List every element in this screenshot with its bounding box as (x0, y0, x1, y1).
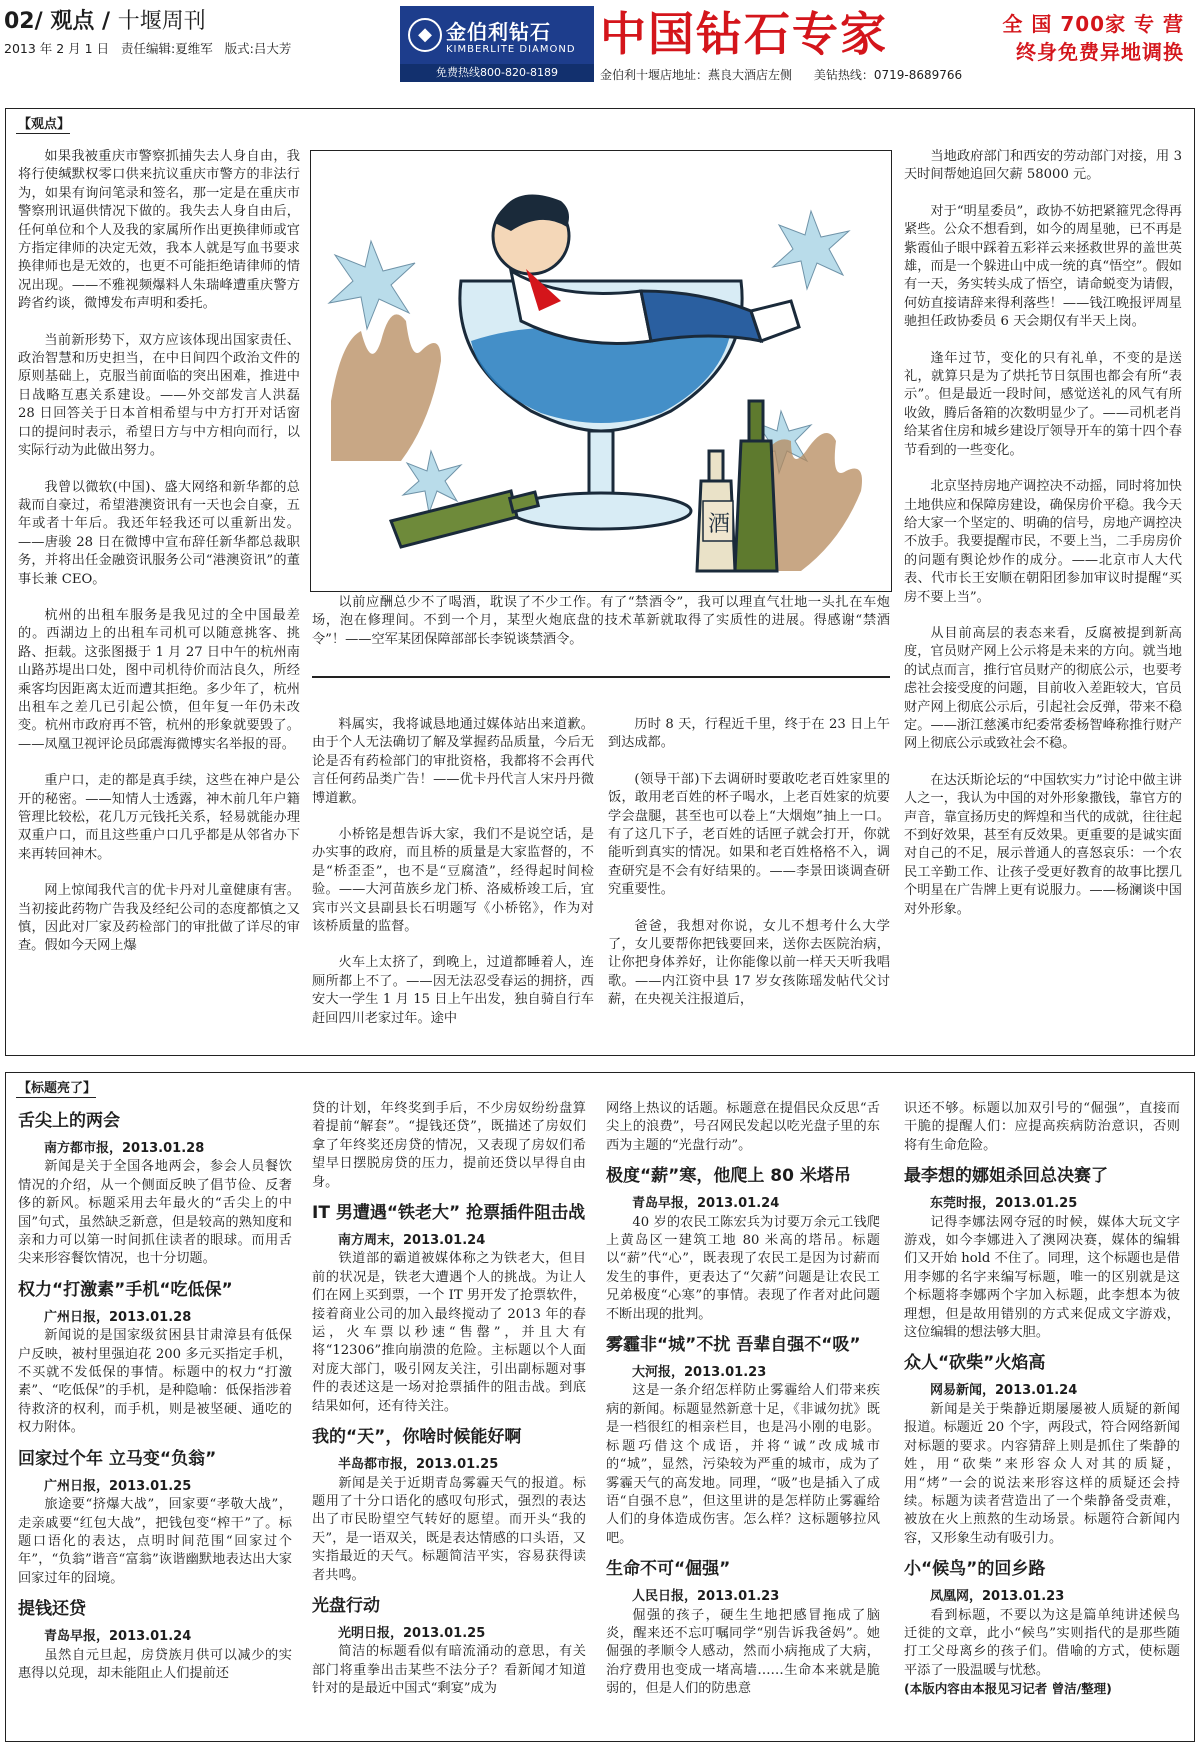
headlines-column-3 (606, 1100, 880, 1699)
quote-paragraph: 料属实，我将诚恳地通过媒体站出来道歉。由于个人无法确切了解及掌握药品质量，今后无论是否有药检部门的审批资格，我都将不会再代言任何药品类广告！——优卡丹代言人宋丹丹微博道歉。 (312, 717, 594, 806)
article-source: 南方周末，2013.01.24 (338, 1233, 486, 1249)
article-source: 半岛都市报，2013.01.25 (338, 1457, 499, 1473)
ad-address-line (600, 66, 1192, 83)
article-body: 铁道部的霸道被媒体称之为铁老大，但目前的状况是，铁老大遭遇个人的挑战。为让人们在网上买到票，一个 IT 男开发了抢票软件，接着商业公司的加入最终搅动了 2013 年的春运，火车票以秒速“售罄”，并且大有将“12306”推向崩溃的危险。主标题以个人面对庞大部门，吸引网友关注，引出副标题对事件的表述这是一场对抢票插件的阻击战。到底结果如何，还有待关注。 (312, 1251, 586, 1414)
quote-paragraph: 杭州的出租车服务是我见过的全中国最差的。西湖边上的出租车司机可以随意挑客、挑路、拒载。这张图摄于 1 月 27 日中午的杭州南山路苏堤出口处，图中司机待价而沽良久，所经乘客均因距离太近而遭其拒绝。多少年了，杭州出租车之差几已引起公愤，但年复一年仍未改变。杭州市政府再不管，杭州的形象就要毁了。——凤凰卫视评论员邱震海微博实名举报的哥。 (18, 607, 300, 752)
section-name: 观点 (50, 9, 95, 34)
article-source: 广州日报，2013.01.25 (44, 1478, 192, 1494)
article-title: IT 男遭遇“铁老大” 抢票插件阻击战 (312, 1203, 586, 1224)
quote-paragraph: 北京坚持房地产调控决不动摇，同时将加快土地供应和保障房建设，确保房价平稳。我今天给大家一个坚定的、明确的信号，房地产调控决不放手。我要提醒市民，不要上当，二手房房价的问题有舆论炒作的成分。——北京市人大代表、代市长王安顺在朝阳团参加审议时提醒“买房不要上当”。 (904, 479, 1182, 605)
ad-title: 中国钻石专家 (600, 7, 888, 61)
ad-logo-zh: 金伯利钻石 (446, 20, 551, 44)
article-title: 众人“砍柴”火焰高 (904, 1353, 1046, 1374)
ad-phone: 美钻热线：0719-8689766 (813, 68, 963, 82)
quote-paragraph: 爸爸，我想对你说，女儿不想考什么大学了，女儿要帮你把钱要回来，送你去医院治病，让你把身体养好，让你能像以前一样天天听我唱歌。——内江资中县 17 岁女孩陈瑶发帖代父讨薪，在央视关注报道后， (608, 918, 890, 1008)
article-body: 新闻是关于柴静近期屡屡被人质疑的新闻报道。标题近 20 个字，两段式，符合网络新闻对标题的要求。内容猜辞上则是抓住了柴静的姓，用“砍柴”来形容众人对其的质疑，用“烤”一会的说法来形容这样的质疑还会持续。标题为读者营造出了一个柴静备受责难，被放在火上煎熬的生动场景。标题符合新闻内容，又形象生动有吸引力。 (904, 1401, 1180, 1546)
opinion-section-tag: 【观点】 (16, 113, 70, 134)
quote-paragraph: 火车上太挤了，到晚上，过道都睡着人，连厕所都上不了。——因无法忍受春运的拥挤，西安大一学生 1 月 15 日上午出发，独自骑自行车赶回四川老家过年。途中 (312, 955, 594, 1026)
quote-paragraph: 对于“明星委员”，政协不妨把紧箍咒念得再紧些。公众不想看到，如今的周星驰，已不再是紫霞仙子眼中踩着五彩祥云来拯救世界的盖世英雄，而是一个躲进山中成一统的真“悟空”。假如有一天，务实转头成了悟空，请命蜕变为请假，何妨直接请辞来得利落些！——钱江晚报评周星驰担任政协委员 6 天会期仅有半天上岗。 (904, 203, 1182, 330)
ad-address: 金伯利十堰店地址：燕良大酒店左侧 (600, 68, 793, 82)
cartoon-illustration (310, 150, 892, 592)
diamond-icon: ◆ (408, 18, 442, 52)
article-title: 提钱还贷 (18, 1599, 86, 1620)
article-title: 舌尖上的两会 (18, 1111, 120, 1131)
article-title: 最李想的娜姐杀回总决赛了 (904, 1166, 1108, 1187)
quote-paragraph: 当地政府部门和西安的劳动部门对接，用 3 天时间帮她追回欠薪 58000 元。 (904, 149, 1182, 183)
headlines-column-2 (312, 1100, 586, 1699)
advertisement[interactable] (400, 6, 1192, 82)
article-body-continued: 识还不够。标题以加双引号的“倔强”，直接而干脆的提醒人们：应提高疾病防治意识，否则将有生命危险。 (904, 1101, 1180, 1153)
opinion-column-2 (312, 716, 594, 1046)
article-source: 南方都市报，2013.01.28 (44, 1141, 205, 1156)
article-body: 旅途要“挤爆大战”，回家要“孝敬大战”，走亲戚要“红包大战”，把钱包变“榨干”了。标题口语化的表达，点明时间范围“回家过个年”，“负翁”谐音“富翁”诙谐幽默地表达出大家回家过年的囧境。 (18, 1497, 292, 1586)
article-body: 虽然自元旦起，房贷族月供可以减少的实惠得以兑现，却未能阻止人们提前还 (18, 1647, 292, 1681)
article-source: 青岛早报，2013.01.24 (44, 1629, 192, 1645)
article-body: 40 岁的农民工陈宏兵为讨要万余元工钱爬上黄岛区一建筑工地 80 米高的塔吊。标题以“薪”代“心”，既表现了农民工是因为讨薪而发生的事件，更表达了“欠薪”问题是让农民工兄弟极度“心寒”的事情。表现了作者对此问题不断出现的批判。 (606, 1214, 880, 1322)
quote-paragraph: 在达沃斯论坛的“中国软实力”讨论中做主讲人之一，我认为中国的对外形象撒钱，靠官方的声音，靠宣扬历史的辉煌和当代的成就，往往起不到好效果，甚至有反效果。更重要的是诚实面对自己的不足，展示普通人的喜怒哀乐：一个农民工辛勤工作、让孩子受更好教育的故事比摆几个明星在广告牌上更有说服力。——杨澜谈中国对外形象。 (904, 772, 1182, 917)
article-body: 新闻说的是国家级贫困县甘肃漳县有低保户反映，被村里强迫花 200 多元买指定手机，不买就不发低保的事情。标题中的权力“打激素”、“吃低保”的手机，是种隐喻：低保指涉着待救济的权利，而手机，则是被坚硬、通吃的权力附体。 (18, 1328, 292, 1436)
quote-paragraph: 逢年过节，变化的只有礼单，不变的是送礼，就算只是为了烘托节日氛围也都会有所“表示”。但是最近一段时间，感觉送礼的风气有所收敛，腾后备箱的次数明显少了。——司机老肖给某省住房和城乡建设厅领导开车的第十四个春节看到的一些变化。 (904, 350, 1182, 458)
opinion-column-3 (608, 716, 890, 1028)
article-source: 凤凰网，2013.01.23 (930, 1589, 1065, 1605)
article-body-continued: 贷的计划，年终奖到手后，不少房奴纷纷盘算着提前“解套”。“提钱还贷”，既描述了房奴们拿了年终奖还房贷的情况，又表现了房奴们希望早日摆脱房贷的压力，提前还贷以早得自由身。 (312, 1101, 586, 1190)
ad-sub-2: 终身免费异地调换 (1016, 40, 1184, 64)
quote-paragraph: 小桥铭是想告诉大家，我们不是说空话，是办实事的政府，而且桥的质量是大家监督的，不是“桥歪歪”，也不是“豆腐渣”，经得起时间检验。——大河苗族乡龙门桥、洛威桥竣工后，宜宾市兴文县副县长石明题写《小桥铭》，作为对该桥质量的监督。 (312, 827, 594, 935)
caption-divider (312, 676, 890, 678)
article-source: 大河报，2013.01.23 (632, 1365, 767, 1381)
article-title: 回家过个年 立马变“负翁” (18, 1448, 217, 1469)
article-body-continued: 网络上热议的话题。标题意在提倡民众反思“舌尖上的浪费”，号召网民发起以吃光盘子里的东西为主题的“光盘行动”。 (606, 1101, 880, 1153)
page-heading (4, 4, 396, 35)
article-source: 光明日报，2013.01.25 (338, 1625, 486, 1641)
article-body: 简洁的标题看似有暗流涌动的意思，有关部门将重拳出击某些不法分子？看新闻才知道针对的是最近中国式“剩宴”成为 (312, 1644, 586, 1697)
article-body: 看到标题，不要以为这是篇单纯讲述候鸟迁徙的文章，此小“候鸟”实则指代的是那些随打工父母离乡的孩子们。借喻的方式，使标题平添了一股温暖与忧愁。 (904, 1607, 1180, 1678)
quote-paragraph: 网上惊闻我代言的优卡丹对儿童健康有害。当初接此药物广告我及经纪公司的态度都慎之又慎，因此对厂家及药检部门的审批做了详尽的审查。假如今天网上爆 (18, 883, 300, 954)
date-line (4, 39, 396, 57)
publication-name: 十堰周刊 (117, 9, 206, 34)
compiler-credit: (本版内容由本报见习记者 曾洁/整理) (904, 1681, 1112, 1697)
article-title: 雾霾非“城”不扰 吾辈自强不“吸” (606, 1335, 861, 1356)
article-body: 倔强的孩子，硬生生地把感冒拖成了脑炎，醒来还不忘叮嘱同学“别告诉我爸妈”。她倔强的孝顺令人感动，然而小病拖成了大病，治疗费用也变成一堵高墙……生命本来就是脆弱的，但是人们的防患意 (606, 1607, 880, 1697)
quote-paragraph: 历时 8 天，行程近千里，终于在 23 日上午到达成都。 (608, 717, 890, 751)
ad-sub-1: 全 国 700家 专 营 (1002, 12, 1184, 36)
cartoon-caption: 以前应酬总少不了喝酒，耽误了不少工作。有了“禁酒令”，我可以理直气壮地一头扎在车炮场，泡在修理间。不到一个月，某型火炮底盘的技术革新就取得了实质性的进展。得感谢“禁酒令”！——空军某团保障部部长李锐谈禁酒令。 (312, 595, 890, 647)
article-title: 光盘行动 (312, 1595, 380, 1616)
opinion-column-4 (904, 148, 1182, 937)
heading-separator: / (102, 9, 111, 34)
headlines-column-4 (904, 1100, 1180, 1699)
masthead-left (4, 4, 396, 57)
ad-hotline: 免费热线800-820-8189 (400, 64, 594, 82)
article-title: 极度“薪”寒，他爬上 80 米塔吊 (606, 1166, 851, 1187)
layout-credit: 版式:吕大芳 (224, 41, 292, 56)
ad-logo-en: KIMBERLITE DIAMOND (446, 44, 576, 55)
article-source: 人民日报，2013.01.23 (632, 1589, 780, 1605)
article-source: 东莞时报，2013.01.25 (930, 1196, 1078, 1212)
ad-main (600, 6, 1192, 66)
issue-date: 2013 年 2 月 1 日 (4, 41, 110, 56)
article-body: 新闻是关于全国各地两会，参会人员餐饮情况的介绍，从一个侧面反映了倡节俭、反奢侈的新风。标题采用去年最火的“舌尖上的中国”句式，虽然缺乏新意，但是较高的熟知度和亲和力可以第一时间抓住读者的眼球。而用舌尖来形容餐饮情况，也十分切题。 (18, 1159, 292, 1267)
quote-paragraph: 当前新形势下，双方应该体现出国家责任、政治智慧和历史担当，在中日间四个政治文件的原则基础上，克服当前面临的突出困难，推进中日战略互惠关系建设。——外交部发言人洪磊 28 日回答关于日本首相希望与中方打开对话窗口的提问时表示，希望日方与中方相向而行，以实际行动为此做出努力。 (18, 332, 300, 459)
article-body: 这是一条介绍怎样防止雾霾给人们带来疾病的新闻。标题显然新意十足，《非诚勿扰》既是一档很红的相亲栏目，也是冯小刚的电影。标题巧借这个成语，并将“诚”改成城市的“城”，显然，污染较为严重的城市，成为了雾霾天气的高发地。同理，“吸”也是插入了成语“自强不息”，但这里讲的是怎样防止雾霾给人们的身体造成伤害。怎么样？这标题够拉风吧。 (606, 1383, 880, 1546)
article-source: 广州日报，2013.01.28 (44, 1309, 192, 1325)
editor-credit: 责任编辑:夏维军 (121, 41, 213, 56)
cartoon-drawing (311, 151, 891, 591)
quote-paragraph: 重户口，走的都是真手续，这些在神户是公开的秘密。——知情人士透露，神木前几年户籍管理比较松，花几万元钱托关系，轻易就能办理双重户口，而且这些重户口几乎都是从邻省办下来再转回神木。 (18, 773, 300, 862)
article-title: 小“候鸟”的回乡路 (904, 1559, 1046, 1580)
ad-logo (400, 6, 594, 82)
article-body: 记得李娜法网夺冠的时候，媒体大玩文字游戏，如今李娜进入了澳网决赛，媒体的编辑们又开始 hold 不住了。同理，这个标题也是借用李娜的名字来编写标题，唯一的区别就是这个标题将李娜两个字加入标题，此李想本为彼理想，但是故用错别的方式来促成文字游戏，这位编辑的想法够大胆。 (904, 1214, 1180, 1341)
quote-paragraph: 如果我被重庆市警察抓捕失去人身自由，我将行使缄默权零口供来抗议重庆市警方的非法行为，如果有询问笔录和签名，那一定是在重庆市警察刑讯逼供情况下做的。我失去人身自由后，任何单位和个人及我的家属所作出更换律师或官方指定律师的决定无效，我本人就是写血书要求换律师也是无效的，也更不可能拒绝请律师的情况出现。——不雅视频爆料人朱瑞峰遭重庆警方跨省约谈，微博发布声明和委托。 (18, 149, 300, 312)
article-title: 权力“打激素”手机“吃低保” (18, 1279, 233, 1300)
quote-paragraph: 从目前高层的表态来看，反腐被提到新高度，官员财产网上公示将是未来的方向。就当地的试点而言，推行官员财产的彻底公示，也要考虑社会接受度的问题，目前收入差距较大，官员财产网上彻底公示后，引起社会反弹，带来不稳定。——浙江慈溪市纪委常委杨智峰称推行财产网上彻底公示或致社会不稳。 (904, 625, 1182, 752)
article-title: 我的“天”，你啥时候能好啊 (312, 1427, 522, 1448)
page-number: 02/ (4, 9, 43, 34)
article-source: 青岛早报，2013.01.24 (632, 1196, 780, 1212)
article-body: 新闻是关于近期青岛雾霾天气的报道。标题用了十分口语化的感叹句形式，强烈的表达出了市民盼望空气转好的愿望。而开头“我的天”，是一语双关，既是表达情感的口头语，又实指最近的天气。标题简洁平实，容易获得读者共鸣。 (312, 1475, 586, 1583)
article-title: 生命不可“倔强” (606, 1559, 731, 1580)
opinion-column-1 (18, 148, 300, 974)
quote-paragraph: (领导干部)下去调研时要敢吃老百姓家里的饭，敢用老百姓的杯子喝水，上老百姓家的炕要学会盘腿，甚至也可以卷上“大烟炮”抽上一口。有了这几下子，老百姓的话匣子就会打开，你就能听到真实的情况。如果和老百姓格格不入，调查研究是不会有好结果的。——李景田谈调查研究重要性。 (608, 771, 890, 898)
bottle-label: 酒 (708, 512, 731, 537)
masthead (0, 0, 1200, 84)
headlines-section-tag: 【标题亮了】 (16, 1077, 96, 1098)
headlines-column-1 (18, 1100, 292, 1683)
article-source: 网易新闻，2013.01.24 (930, 1383, 1078, 1399)
quote-paragraph: 我曾以微软(中国)、盛大网络和新华都的总裁而自豪过，希望港澳资讯有一天也会自豪，五年或者十年后。我还年轻我还可以重新出发。——唐骏 28 日在微博中宣布辞任新华都总裁职务，并将出任金融资讯服务公司“港澳资讯”的董事长兼 CEO。 (18, 479, 300, 587)
